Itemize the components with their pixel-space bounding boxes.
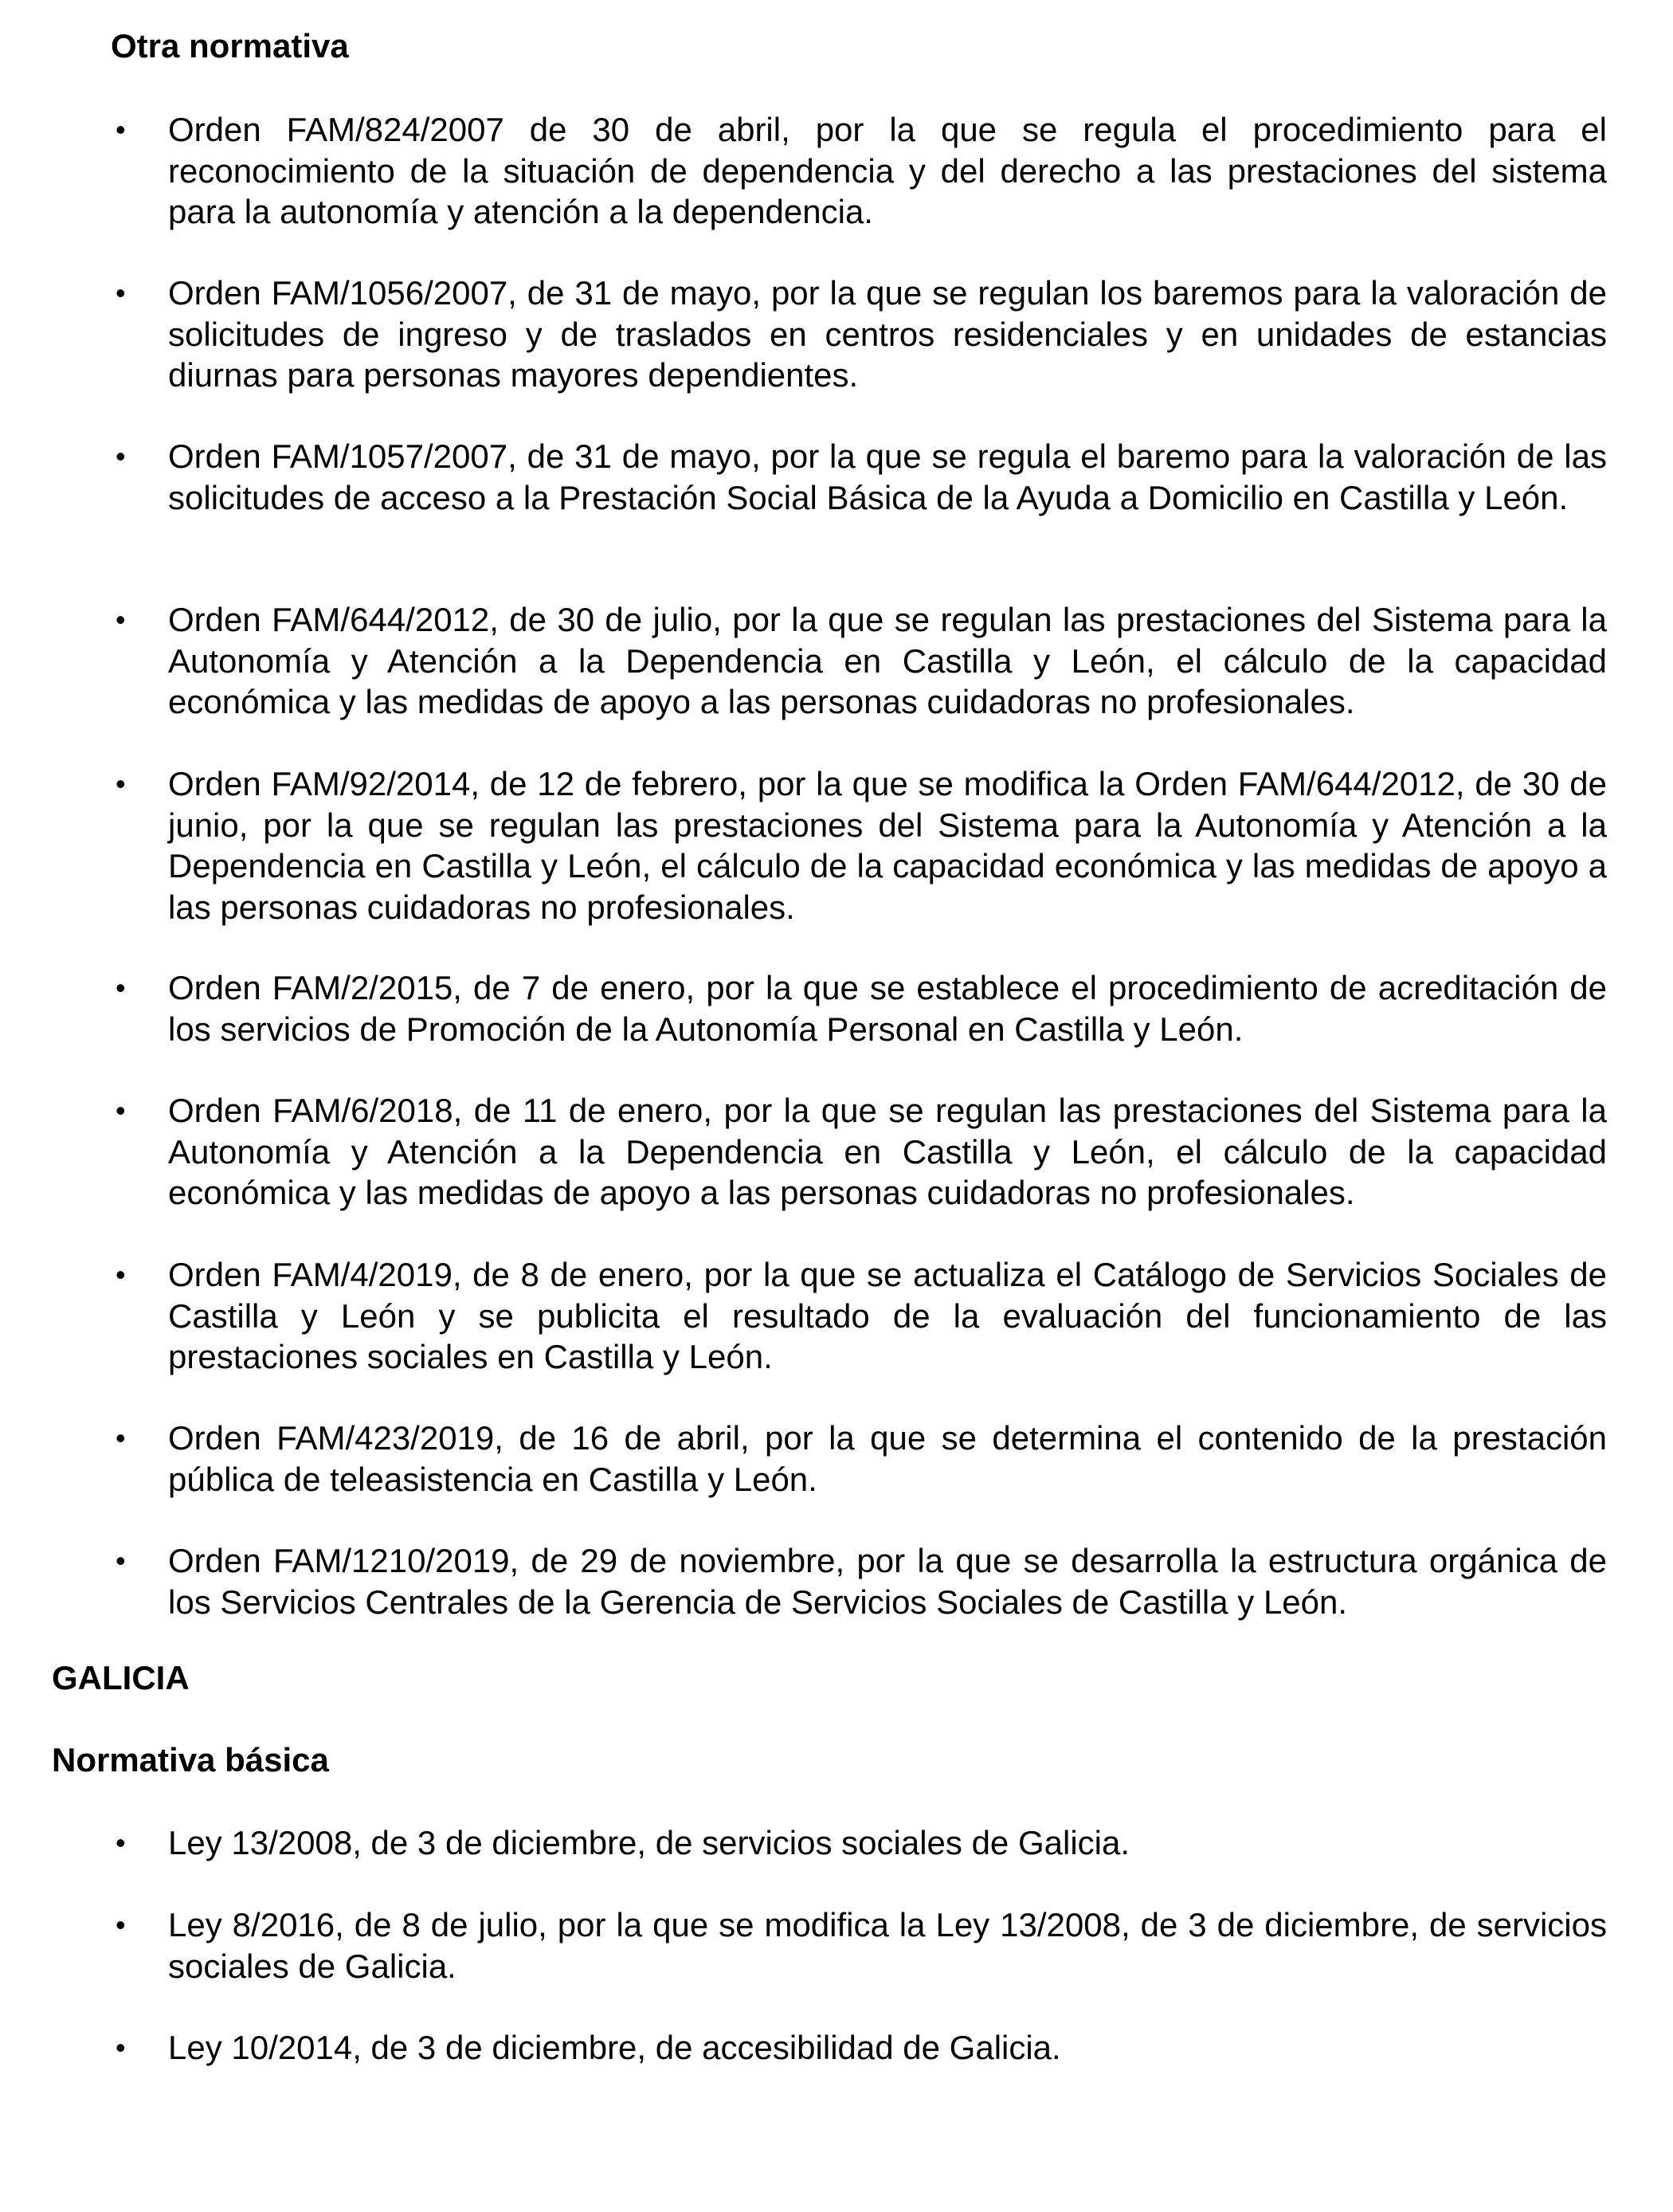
bullet-icon: • [116,767,126,800]
list-item [116,1904,1607,1986]
list-item [116,1090,1607,1214]
list-item-text: Orden FAM/1057/2007, de 31 de mayo, por la que se regula el baremo para la valoración de las solicitudes de acceso a la Prestación Social Básica de la Ayuda a Domicilio en Castilla y León. [168,437,1607,516]
bullet-icon: • [116,1094,126,1127]
list-item [116,109,1607,233]
bullet-icon: • [116,1422,126,1454]
list-item-text: Orden FAM/644/2012, de 30 de julio, por la que se regulan las prestaciones del Sistema para la Autonomía y Atención a la Dependencia en Castilla y León, el cálculo de la capacidad económica y las medidas de apoyo a las personas cuidadoras no profesionales. [168,601,1607,720]
list-item [116,1822,1607,1864]
list-item [116,599,1607,723]
section-heading-otra-normativa: Otra normativa [111,27,349,65]
list-item [116,2027,1607,2069]
bullet-icon: • [116,1908,126,1941]
list-item [116,273,1607,396]
list-item-text: Ley 13/2008, de 3 de diciembre, de servicios sociales de Galicia. [168,1824,1130,1861]
list-item-text: Ley 8/2016, de 8 de julio, por la que se modifica la Ley 13/2008, de 3 de diciembre, de servicios sociales de Galicia. [168,1906,1607,1985]
list-item-text: Orden FAM/2/2015, de 7 de enero, por la que se establece el procedimiento de acreditación de los servicios de Promoción de la Autonomía Personal en Castilla y León. [168,969,1607,1048]
bullet-icon: • [116,276,126,309]
list-item [116,967,1607,1049]
bullet-icon: • [116,113,126,146]
list-item-text: Orden FAM/824/2007 de 30 de abril, por la que se regula el procedimiento para el reconocimiento de la situación de dependencia y del derecho a las prestaciones del sistema para la autonomía y atención a la dependencia. [168,111,1607,230]
bullet-icon: • [116,1544,126,1577]
bullet-icon: • [116,440,126,473]
list-item [116,436,1607,518]
list-item-text: Ley 10/2014, de 3 de diciembre, de accesibilidad de Galicia. [168,2029,1061,2066]
bullet-icon: • [116,971,126,1004]
bullet-icon: • [116,1258,126,1291]
bullet-icon: • [116,2031,126,2064]
section-heading-galicia: GALICIA [52,1659,190,1696]
list-item [116,1540,1607,1622]
section-heading-normativa-basica: Normativa básica [52,1741,329,1779]
list-item [116,1254,1607,1378]
bullet-icon: • [116,603,126,636]
list-item [116,1418,1607,1500]
list-item-text: Orden FAM/4/2019, de 8 de enero, por la que se actualiza el Catálogo de Servicios Sociales de Castilla y León y se publicita el resultado de la evaluación del funcionamiento de las prestaciones sociales en Castilla y León. [168,1256,1607,1375]
list-item-text: Orden FAM/92/2014, de 12 de febrero, por la que se modifica la Orden FAM/644/2012, de 30 de junio, por la que se regulan las prestaciones del Sistema para la Autonomía y Atención a la Dependencia en Castilla y León, el cálculo de la capacidad económica y las medidas de apoyo a las personas cuidadoras no profesionales. [168,765,1607,926]
list-item [116,763,1607,928]
list-item-text: Orden FAM/423/2019, de 16 de abril, por la que se determina el contenido de la prestación pública de teleasistencia en Castilla y León. [168,1419,1607,1498]
list-item-text: Orden FAM/1210/2019, de 29 de noviembre, por la que se desarrolla la estructura orgánica de los Servicios Centrales de la Gerencia de Servicios Sociales de Castilla y León. [168,1542,1607,1621]
bullet-icon: • [116,1826,126,1859]
list-item-text: Orden FAM/6/2018, de 11 de enero, por la que se regulan las prestaciones del Sistema para la Autonomía y Atención a la Dependencia en Castilla y León, el cálculo de la capacidad económica y las medidas de apoyo a las personas cuidadoras no profesionales. [168,1092,1607,1211]
list-item-text: Orden FAM/1056/2007, de 31 de mayo, por la que se regulan los baremos para la valoración de solicitudes de ingreso y de traslados en centros residenciales y en unidades de estancias diurnas para personas mayores dependientes. [168,274,1607,394]
